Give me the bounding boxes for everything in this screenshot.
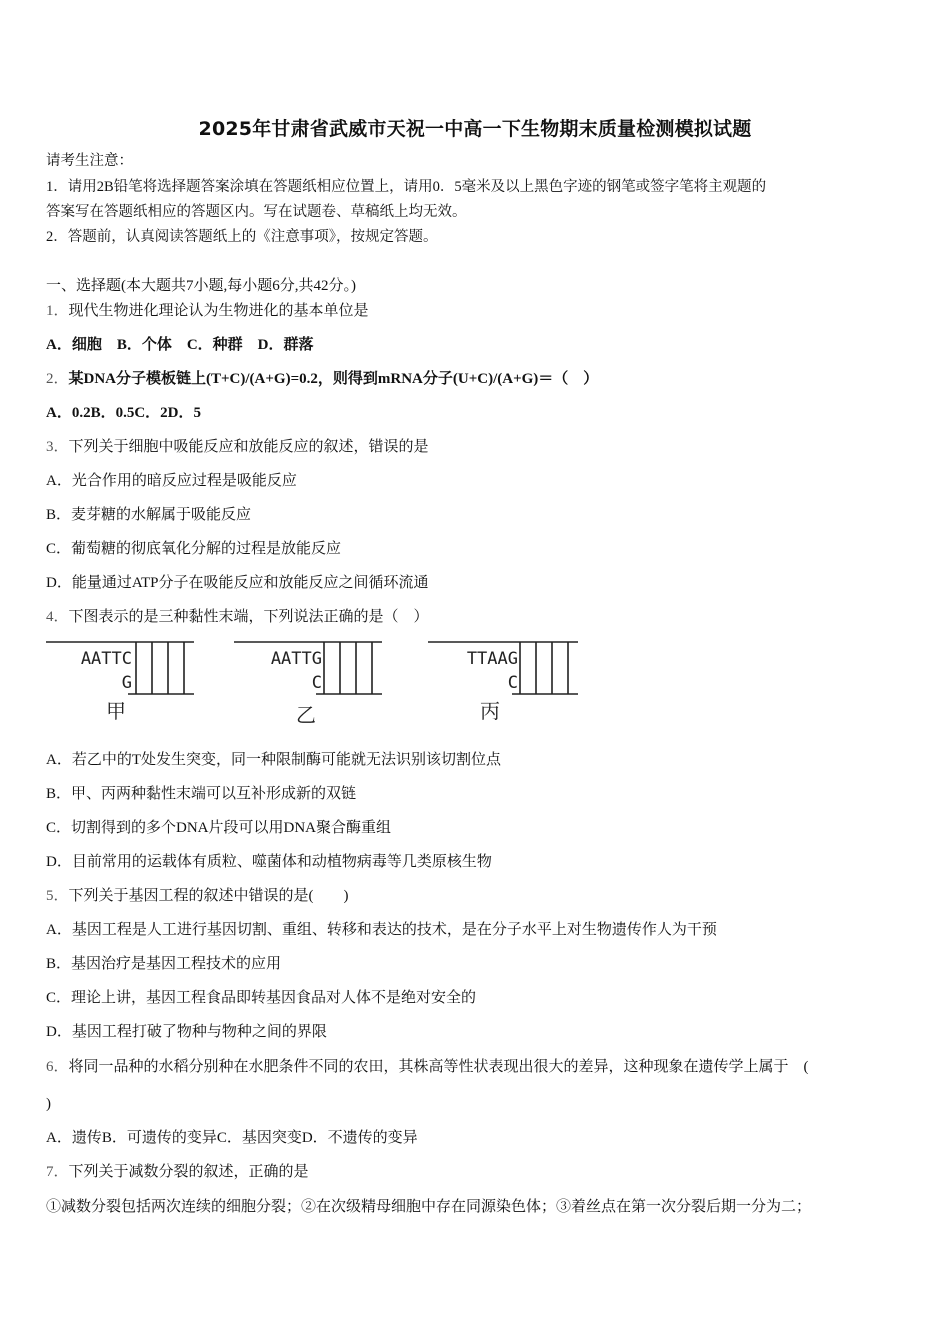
question-5-stem: [46, 886, 349, 906]
sticky-end-top-strand: TTAAG: [466, 649, 518, 669]
notice-item-1-line-2: 答案写在答题纸相应的答题区内。写在试题卷、草稿纸上均无效。: [46, 204, 467, 220]
sticky-end-label: 乙: [296, 703, 316, 727]
question-3-option-d: D．能量通过ATP分子在吸能反应和放能反应之间循环流通: [46, 575, 429, 591]
question-4-option-d: D．目前常用的运载体有质粒、噬菌体和动植物病毒等几类原核生物: [46, 854, 492, 870]
question-5-option-b: B．基因治疗是基因工程技术的应用: [46, 956, 282, 972]
question-5-option-a: A．基因工程是人工进行基因切割、重组、转移和表达的技术，是在分子水平上对生物遗传作人为干预: [46, 922, 717, 938]
sticky-end-top-strand: AATTC: [80, 649, 132, 669]
sticky-end-bottom-strand: C: [507, 673, 518, 693]
question-6-options: A．遗传B．可遗传的变异C．基因突变D．不遗传的变异: [46, 1130, 418, 1146]
sticky-ends-figure: [44, 638, 604, 728]
question-3-option-c: C．葡萄糖的彻底氧化分解的过程是放能反应: [46, 541, 342, 557]
question-1-stem: [46, 301, 369, 321]
question-number: 2．: [46, 371, 69, 387]
notice-item-2: 2．答题前，认真阅读答题纸上的《注意事项》，按规定答题。: [46, 229, 438, 245]
question-text: 下列关于基因工程的叙述中错误的是( ): [68, 888, 349, 904]
sticky-end-top-strand: AATTG: [270, 649, 322, 669]
sticky-end-bottom-strand: C: [311, 673, 322, 693]
sticky-end-bing: [428, 642, 578, 723]
sticky-end-yi: [234, 642, 382, 727]
question-4-option-c: C．切割得到的多个DNA片段可以用DNA聚合酶重组: [46, 820, 392, 836]
question-4-option-a: A．若乙中的T处发生突变，同一种限制酶可能就无法识别该切割位点: [46, 752, 501, 768]
question-1-options: A．细胞 B．个体 C．种群 D．群落: [46, 337, 314, 353]
question-text: 下列关于细胞中吸能反应和放能反应的叙述，错误的是: [68, 439, 429, 455]
question-number: 4．: [46, 609, 69, 625]
question-4-stem: [46, 607, 429, 627]
notice-heading: 请考生注意：: [46, 153, 133, 169]
question-5-option-d: D．基因工程打破了物种与物种之间的界限: [46, 1024, 327, 1040]
sticky-end-bottom-strand: G: [121, 673, 132, 693]
question-4-option-b: B．甲、丙两种黏性末端可以互补形成新的双链: [46, 786, 357, 802]
question-text: 下列关于减数分裂的叙述，正确的是: [68, 1164, 309, 1180]
question-5-option-c: C．理论上讲，基因工程食品即转基因食品对人体不是绝对安全的: [46, 990, 477, 1006]
notice-item-1-line-1: 1．请用2B铅笔将选择题答案涂填在答题纸相应位置上，请用0．5毫米及以上黑色字迹的钢笔或签字笔将主观题的: [46, 179, 767, 195]
section-heading: 一、选择题(本大题共7小题,每小题6分,共42分。): [46, 278, 356, 294]
page-title: 2025年甘肃省武威市天祝一中高一下生物期末质量检测模拟试题: [198, 118, 752, 140]
question-6-stem-line-2: ): [46, 1096, 51, 1112]
question-7-statements: ①减数分裂包括两次连续的细胞分裂；②在次级精母细胞中存在同源染色体；③着丝点在第一次分裂后期一分为二；: [46, 1199, 812, 1215]
question-6-stem-line-1: [46, 1057, 809, 1077]
question-text: 某DNA分子模板链上(T+C)/(A+G)=0.2，则得到mRNA分子(U+C)/(A+G)＝（ ）: [68, 371, 599, 387]
question-3-option-a: A．光合作用的暗反应过程是吸能反应: [46, 473, 297, 489]
question-3-stem: [46, 437, 429, 457]
question-2-options: A．0.2B．0.5C．2D．5: [46, 405, 202, 421]
question-text: 现代生物进化理论认为生物进化的基本单位是: [68, 303, 369, 319]
sticky-end-jia: [46, 642, 194, 723]
sticky-end-label: 丙: [480, 699, 500, 723]
sticky-ends-diagram: [44, 638, 604, 728]
question-text: 将同一品种的水稻分别种在水肥条件不同的农田，其株高等性状表现出很大的差异，这种现象在遗传学上属于 (: [68, 1059, 809, 1075]
question-number: 1．: [46, 303, 69, 319]
question-3-option-b: B．麦芽糖的水解属于吸能反应: [46, 507, 252, 523]
question-number: 5．: [46, 888, 69, 904]
question-number: 7．: [46, 1164, 69, 1180]
question-number: 6．: [46, 1059, 69, 1075]
question-2-stem: [46, 369, 598, 389]
sticky-end-label: 甲: [106, 699, 126, 723]
question-number: 3．: [46, 439, 69, 455]
question-text: 下图表示的是三种黏性末端，下列说法正确的是（ ）: [68, 609, 429, 625]
question-7-stem: [46, 1162, 309, 1182]
